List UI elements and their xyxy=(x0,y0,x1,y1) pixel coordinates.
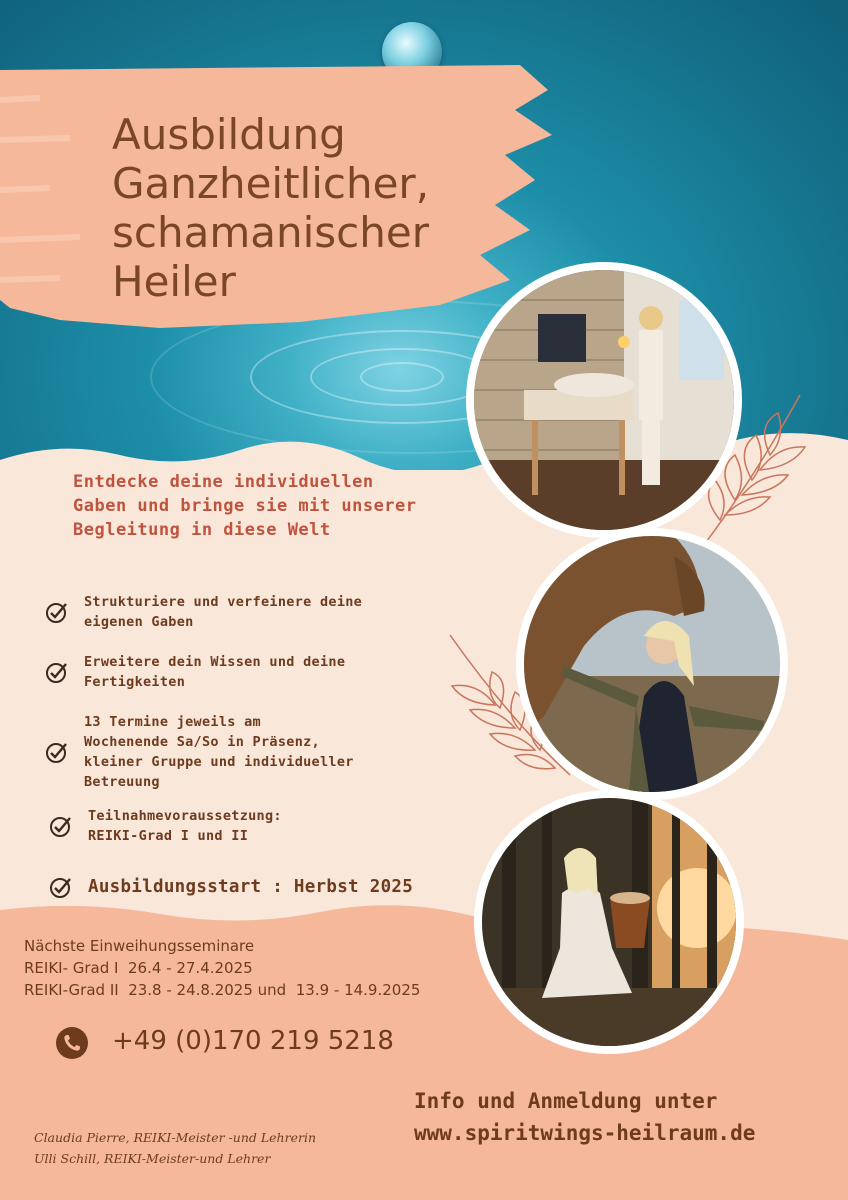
seminar-dates xyxy=(24,935,420,1001)
subtitle: Entdecke deine individuellen Gaben und bringe sie mit unserer Begleitung in diese Welt xyxy=(73,472,417,540)
info-label: Info und Anmeldung unter xyxy=(414,1089,718,1113)
start-text: Ausbildungsstart : Herbst 2025 xyxy=(88,877,414,897)
bullet-text: Teilnahmevoraussetzung: REIKI-Grad I und II xyxy=(88,808,282,844)
check-circle-icon xyxy=(48,813,74,839)
check-circle-icon xyxy=(44,659,70,685)
check-circle-icon xyxy=(48,874,74,900)
bullet-text: 13 Termine jeweils am Wochenende Sa/So in Präsenz, kleiner Gruppe und individueller Betreuung xyxy=(84,714,354,790)
bullet-text: Erweitere dein Wissen und deine Fertigkeiten xyxy=(84,654,346,690)
seminar-heading: Nächste Einweihungsseminare xyxy=(24,937,255,955)
start-item xyxy=(48,874,413,900)
seminar-grade-2: REIKI-Grad II 23.8 - 24.8.2025 und 13.9 - 14.9.2025 xyxy=(24,981,421,999)
website-link[interactable]: www.spiritwings-heilraum.de xyxy=(414,1121,756,1145)
photo-forest-drum xyxy=(474,790,744,1054)
bullet-text: Strukturiere und verfeinere deine eigenen Gaben xyxy=(84,594,363,630)
check-circle-icon xyxy=(44,599,70,625)
teacher-1: Claudia Pierre, REIKI-Meister -und Lehrerin xyxy=(34,1130,316,1145)
phone-icon xyxy=(56,1027,88,1059)
phone-number: +49 (0)170 219 5218 xyxy=(112,1026,394,1056)
photo-horse xyxy=(516,528,788,800)
seminar-grade-1: REIKI- Grad I 26.4 - 27.4.2025 xyxy=(24,959,253,977)
bullet-item xyxy=(44,652,345,692)
page-title: Ausbildung Ganzheitlicher, schamanischer Heiler xyxy=(112,110,430,306)
bullet-item xyxy=(44,712,354,792)
bullet-item xyxy=(48,806,282,846)
teachers xyxy=(34,1127,316,1169)
teacher-2: Ulli Schill, REIKI-Meister-und Lehrer xyxy=(34,1151,271,1166)
info-block xyxy=(414,1085,755,1149)
bullet-item xyxy=(44,592,362,632)
check-circle-icon xyxy=(44,739,70,765)
photo-reiki-treatment xyxy=(466,262,742,538)
